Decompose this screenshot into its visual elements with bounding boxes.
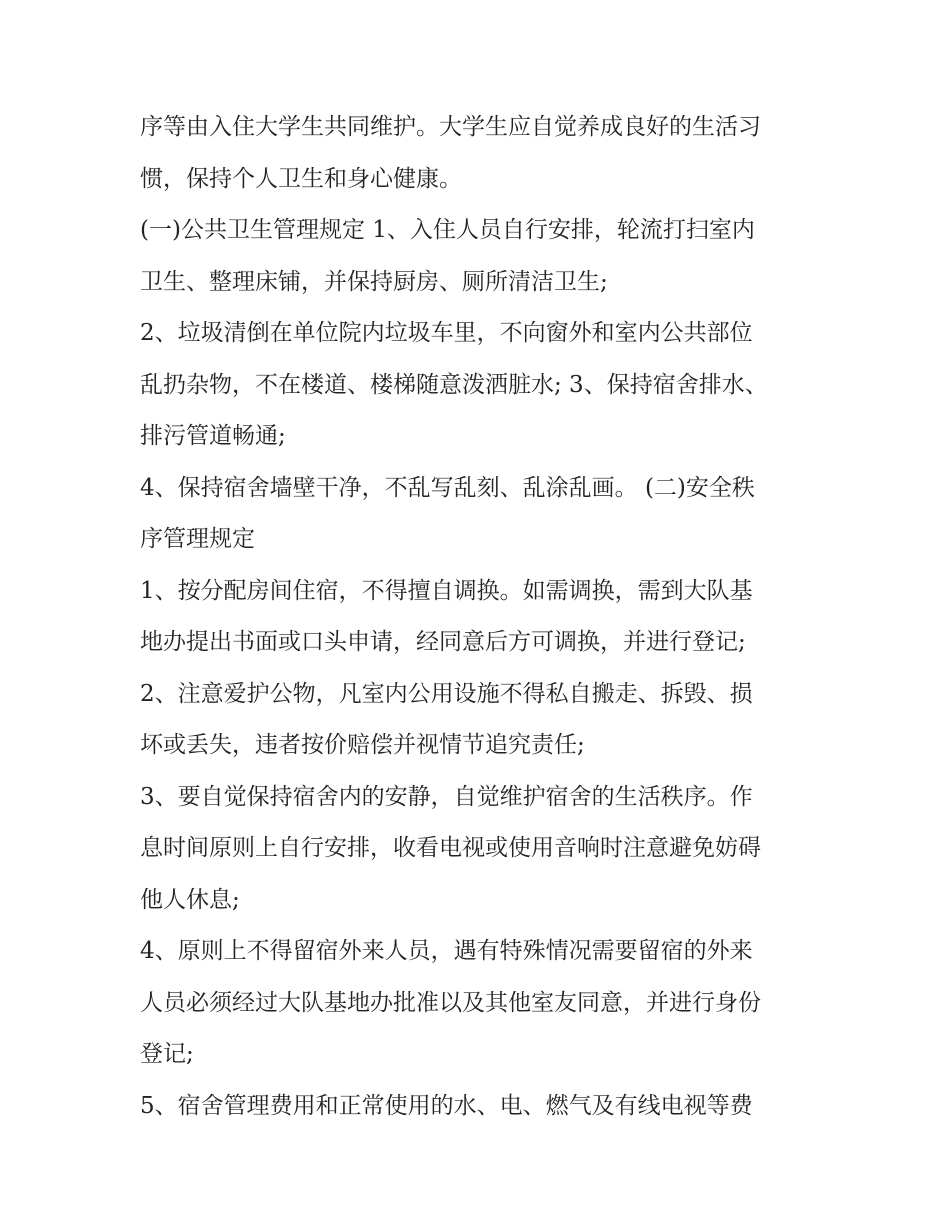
text-line: 人员必须经过大队基地办批准以及其他室友同意，并进行身份 bbox=[140, 989, 761, 1016]
text-line: 3、要自觉保持宿舍内的安静，自觉维护宿舍的生活秩序。作 bbox=[140, 783, 753, 810]
text-line: 4、原则上不得留宿外来人员，遇有特殊情况需要留宿的外来 bbox=[140, 938, 753, 964]
text-line: 卫生、整理床铺，并保持厨房、厕所清洁卫生; bbox=[140, 268, 608, 295]
text-line: 1、按分配房间住宿，不得擅自调换。如需调换，需到大队基 bbox=[140, 577, 753, 604]
text-line: 坏或丢失，违者按价赔偿并视情节追究责任; bbox=[140, 732, 585, 758]
text-line: 序管理规定 bbox=[140, 526, 255, 552]
text-line: 地办提出书面或口头申请，经同意后方可调换，并进行登记; bbox=[140, 629, 746, 655]
text-line: 4、保持宿舍墙壁干净，不乱写乱刻、乱涂乱画。 (二)安全秩 bbox=[140, 474, 755, 501]
paragraph-visitor-rule bbox=[140, 926, 820, 1081]
text-line: 乱扔杂物，不在楼道、楼梯随意泼洒脏水; 3、保持宿舍排水、 bbox=[140, 371, 768, 398]
text-line: 5、宿舍管理费用和正常使用的水、电、燃气及有线电视等费 bbox=[140, 1092, 753, 1119]
text-line: 登记; bbox=[140, 1041, 194, 1067]
paragraph-quiet-rule bbox=[140, 772, 820, 927]
text-line: 排污管道畅通; bbox=[140, 423, 286, 449]
paragraph-public-property bbox=[140, 669, 820, 772]
paragraph-intro bbox=[140, 102, 820, 205]
text-line: 2、注意爱护公物，凡室内公用设施不得私自搬走、拆毁、损 bbox=[140, 680, 753, 707]
text-line: 2、垃圾清倒在单位院内垃圾车里，不向窗外和室内公共部位 bbox=[140, 320, 753, 346]
text-line: 惯，保持个人卫生和身心健康。 bbox=[140, 165, 462, 192]
text-line: 息时间原则上自行安排，收看电视或使用音响时注意避免妨碍 bbox=[140, 835, 761, 861]
paragraph-wall-rule bbox=[140, 463, 820, 566]
text-line: 他人休息; bbox=[140, 886, 240, 913]
text-line: 序等由入住大学生共同维护。大学生应自觉养成良好的生活习 bbox=[140, 114, 761, 140]
document-body bbox=[140, 102, 820, 1132]
text-line: (一)公共卫生管理规定 1、入住人员自行安排，轮流打扫室内 bbox=[140, 217, 755, 243]
paragraph-fees-rule bbox=[140, 1081, 820, 1133]
paragraph-room-assignment bbox=[140, 566, 820, 669]
paragraph-garbage-rule bbox=[140, 308, 820, 463]
paragraph-public-hygiene bbox=[140, 205, 820, 308]
